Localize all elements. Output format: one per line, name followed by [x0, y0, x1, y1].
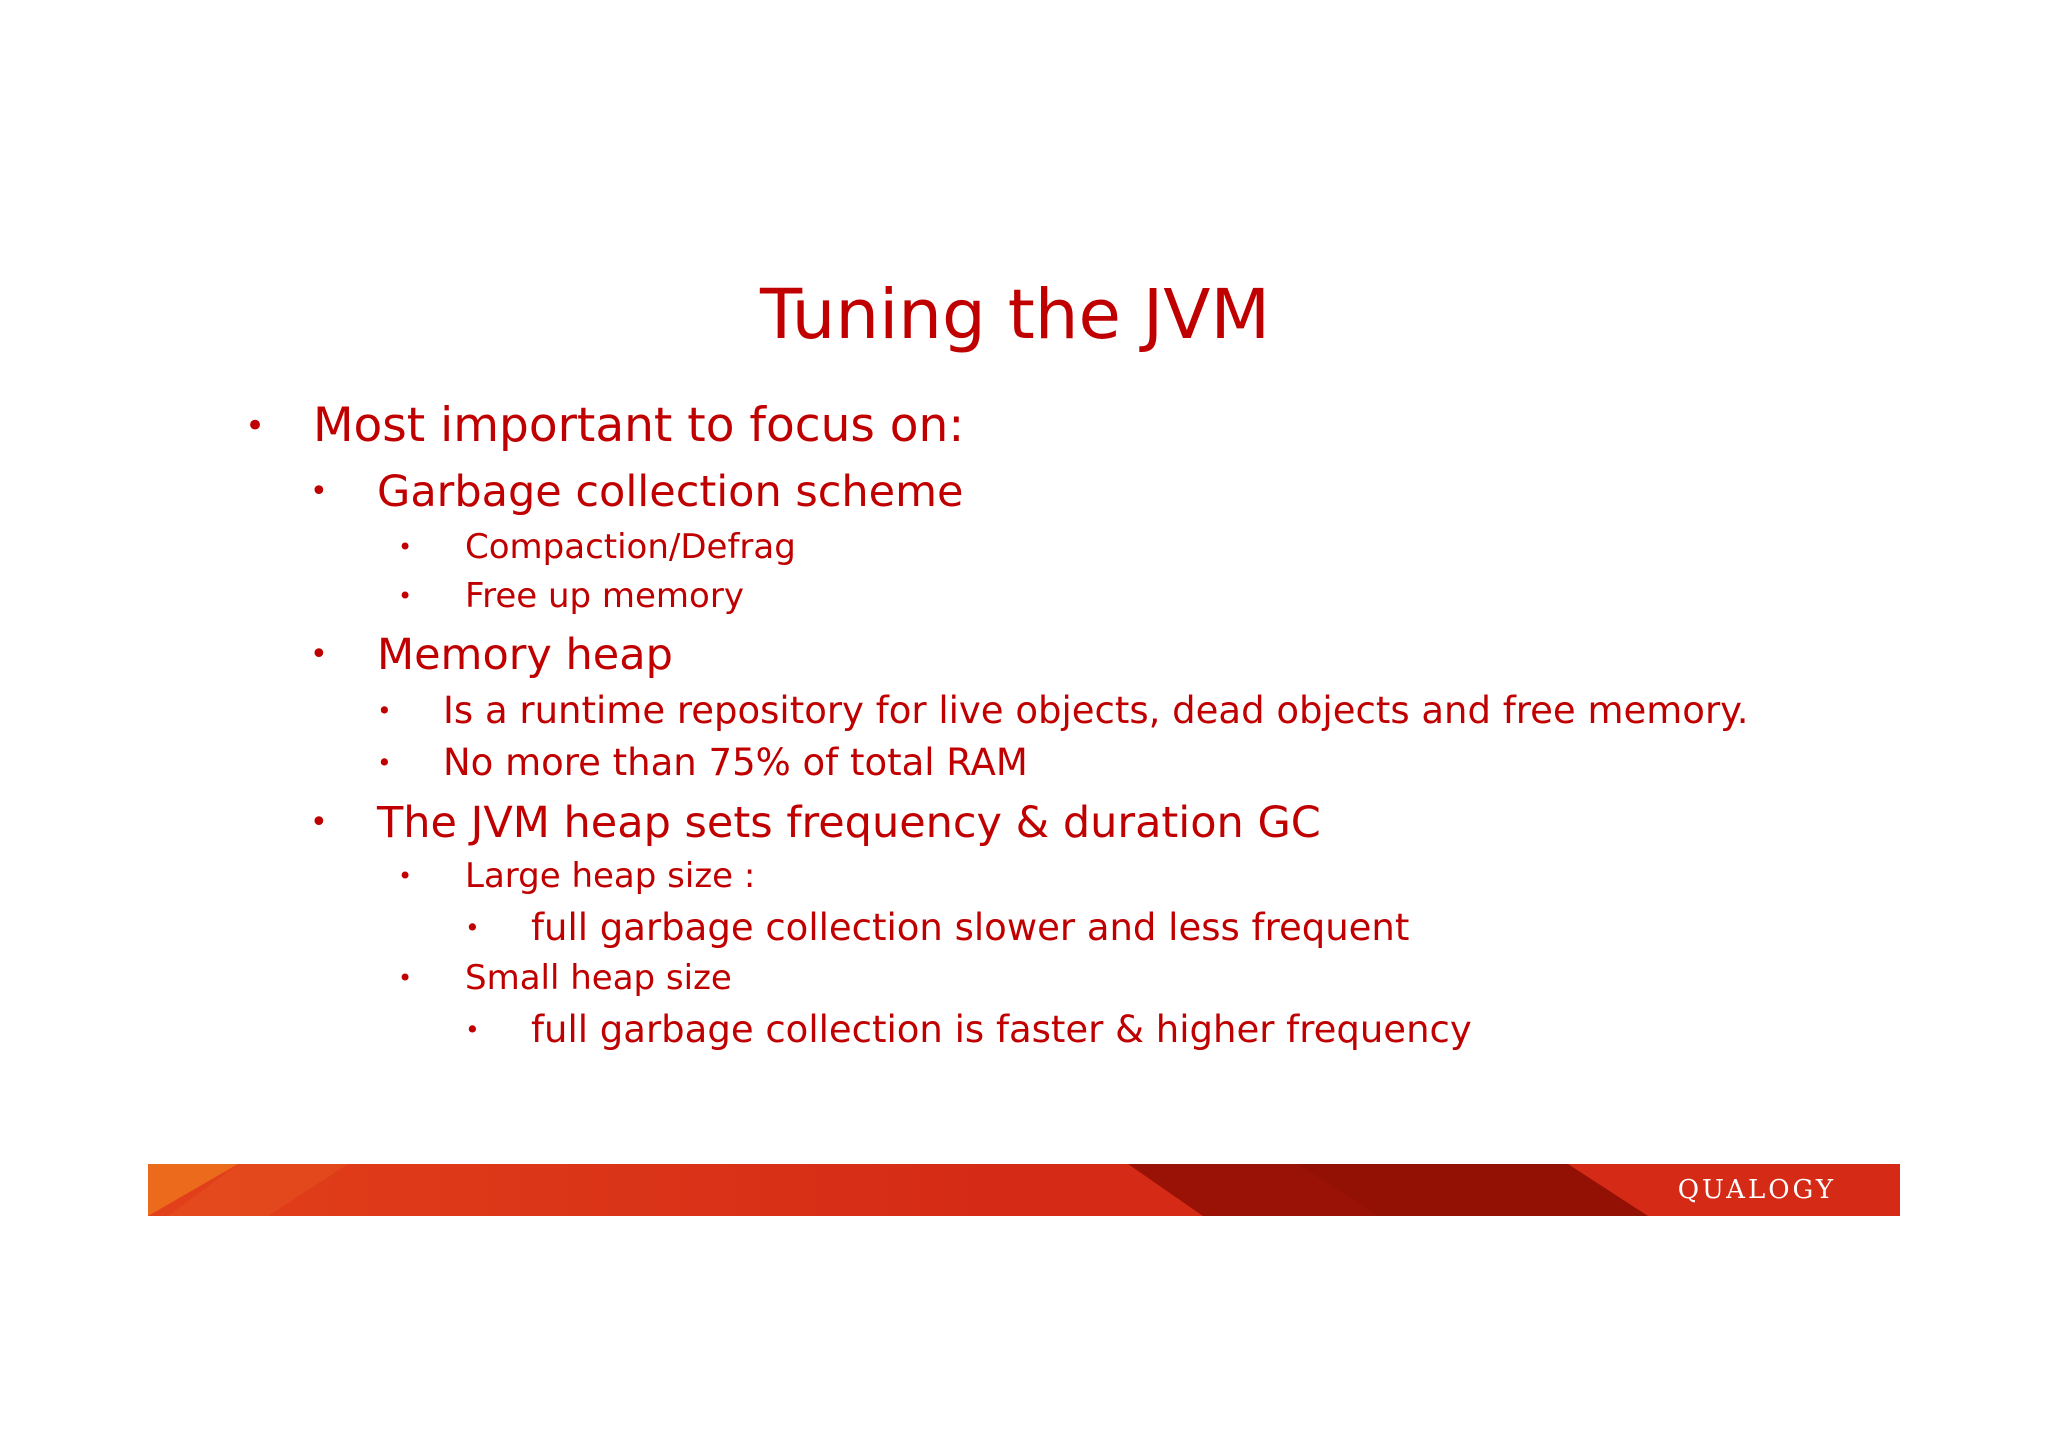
bullet-text: No more than 75% of total RAM — [443, 741, 1028, 784]
bullet-text: full garbage collection is faster & higher frequency — [531, 1008, 1472, 1051]
bullet-dot: • — [377, 696, 392, 725]
bullet-dot: • — [398, 582, 413, 610]
slide-title: Tuning the JVM — [759, 275, 1271, 355]
bullet-dot: • — [245, 406, 266, 446]
bullet-dot: • — [310, 805, 328, 840]
bullet-text: Compaction/Defrag — [465, 527, 796, 567]
bullet-dot: • — [465, 1015, 480, 1044]
bullet-text: Large heap size : — [465, 856, 756, 896]
bullet-text: Free up memory — [465, 576, 744, 616]
bullet-dot: • — [377, 748, 392, 777]
bullet-dot: • — [398, 964, 413, 992]
qualogy-logo: QUALOGY — [1677, 1175, 1836, 1205]
bullet-text: full garbage collection slower and less frequent — [531, 906, 1410, 949]
footer-stripes — [148, 1164, 1900, 1216]
bullet-dot: • — [398, 533, 413, 561]
bullet-text: The JVM heap sets frequency & duration GC — [377, 798, 1321, 848]
bullet-text: Is a runtime repository for live objects, dead objects and free memory. — [443, 689, 1749, 732]
bullet-dot: • — [465, 913, 480, 942]
bullet-text: Small heap size — [465, 958, 732, 998]
bullet-text: Garbage collection scheme — [377, 467, 964, 517]
bullet-dot: • — [310, 474, 328, 509]
footer-banner — [148, 1164, 1900, 1216]
bullet-dot: • — [398, 862, 413, 890]
bullet-dot: • — [310, 637, 328, 672]
bullet-text: Most important to focus on: — [313, 398, 965, 453]
bullet-text: Memory heap — [377, 630, 673, 680]
